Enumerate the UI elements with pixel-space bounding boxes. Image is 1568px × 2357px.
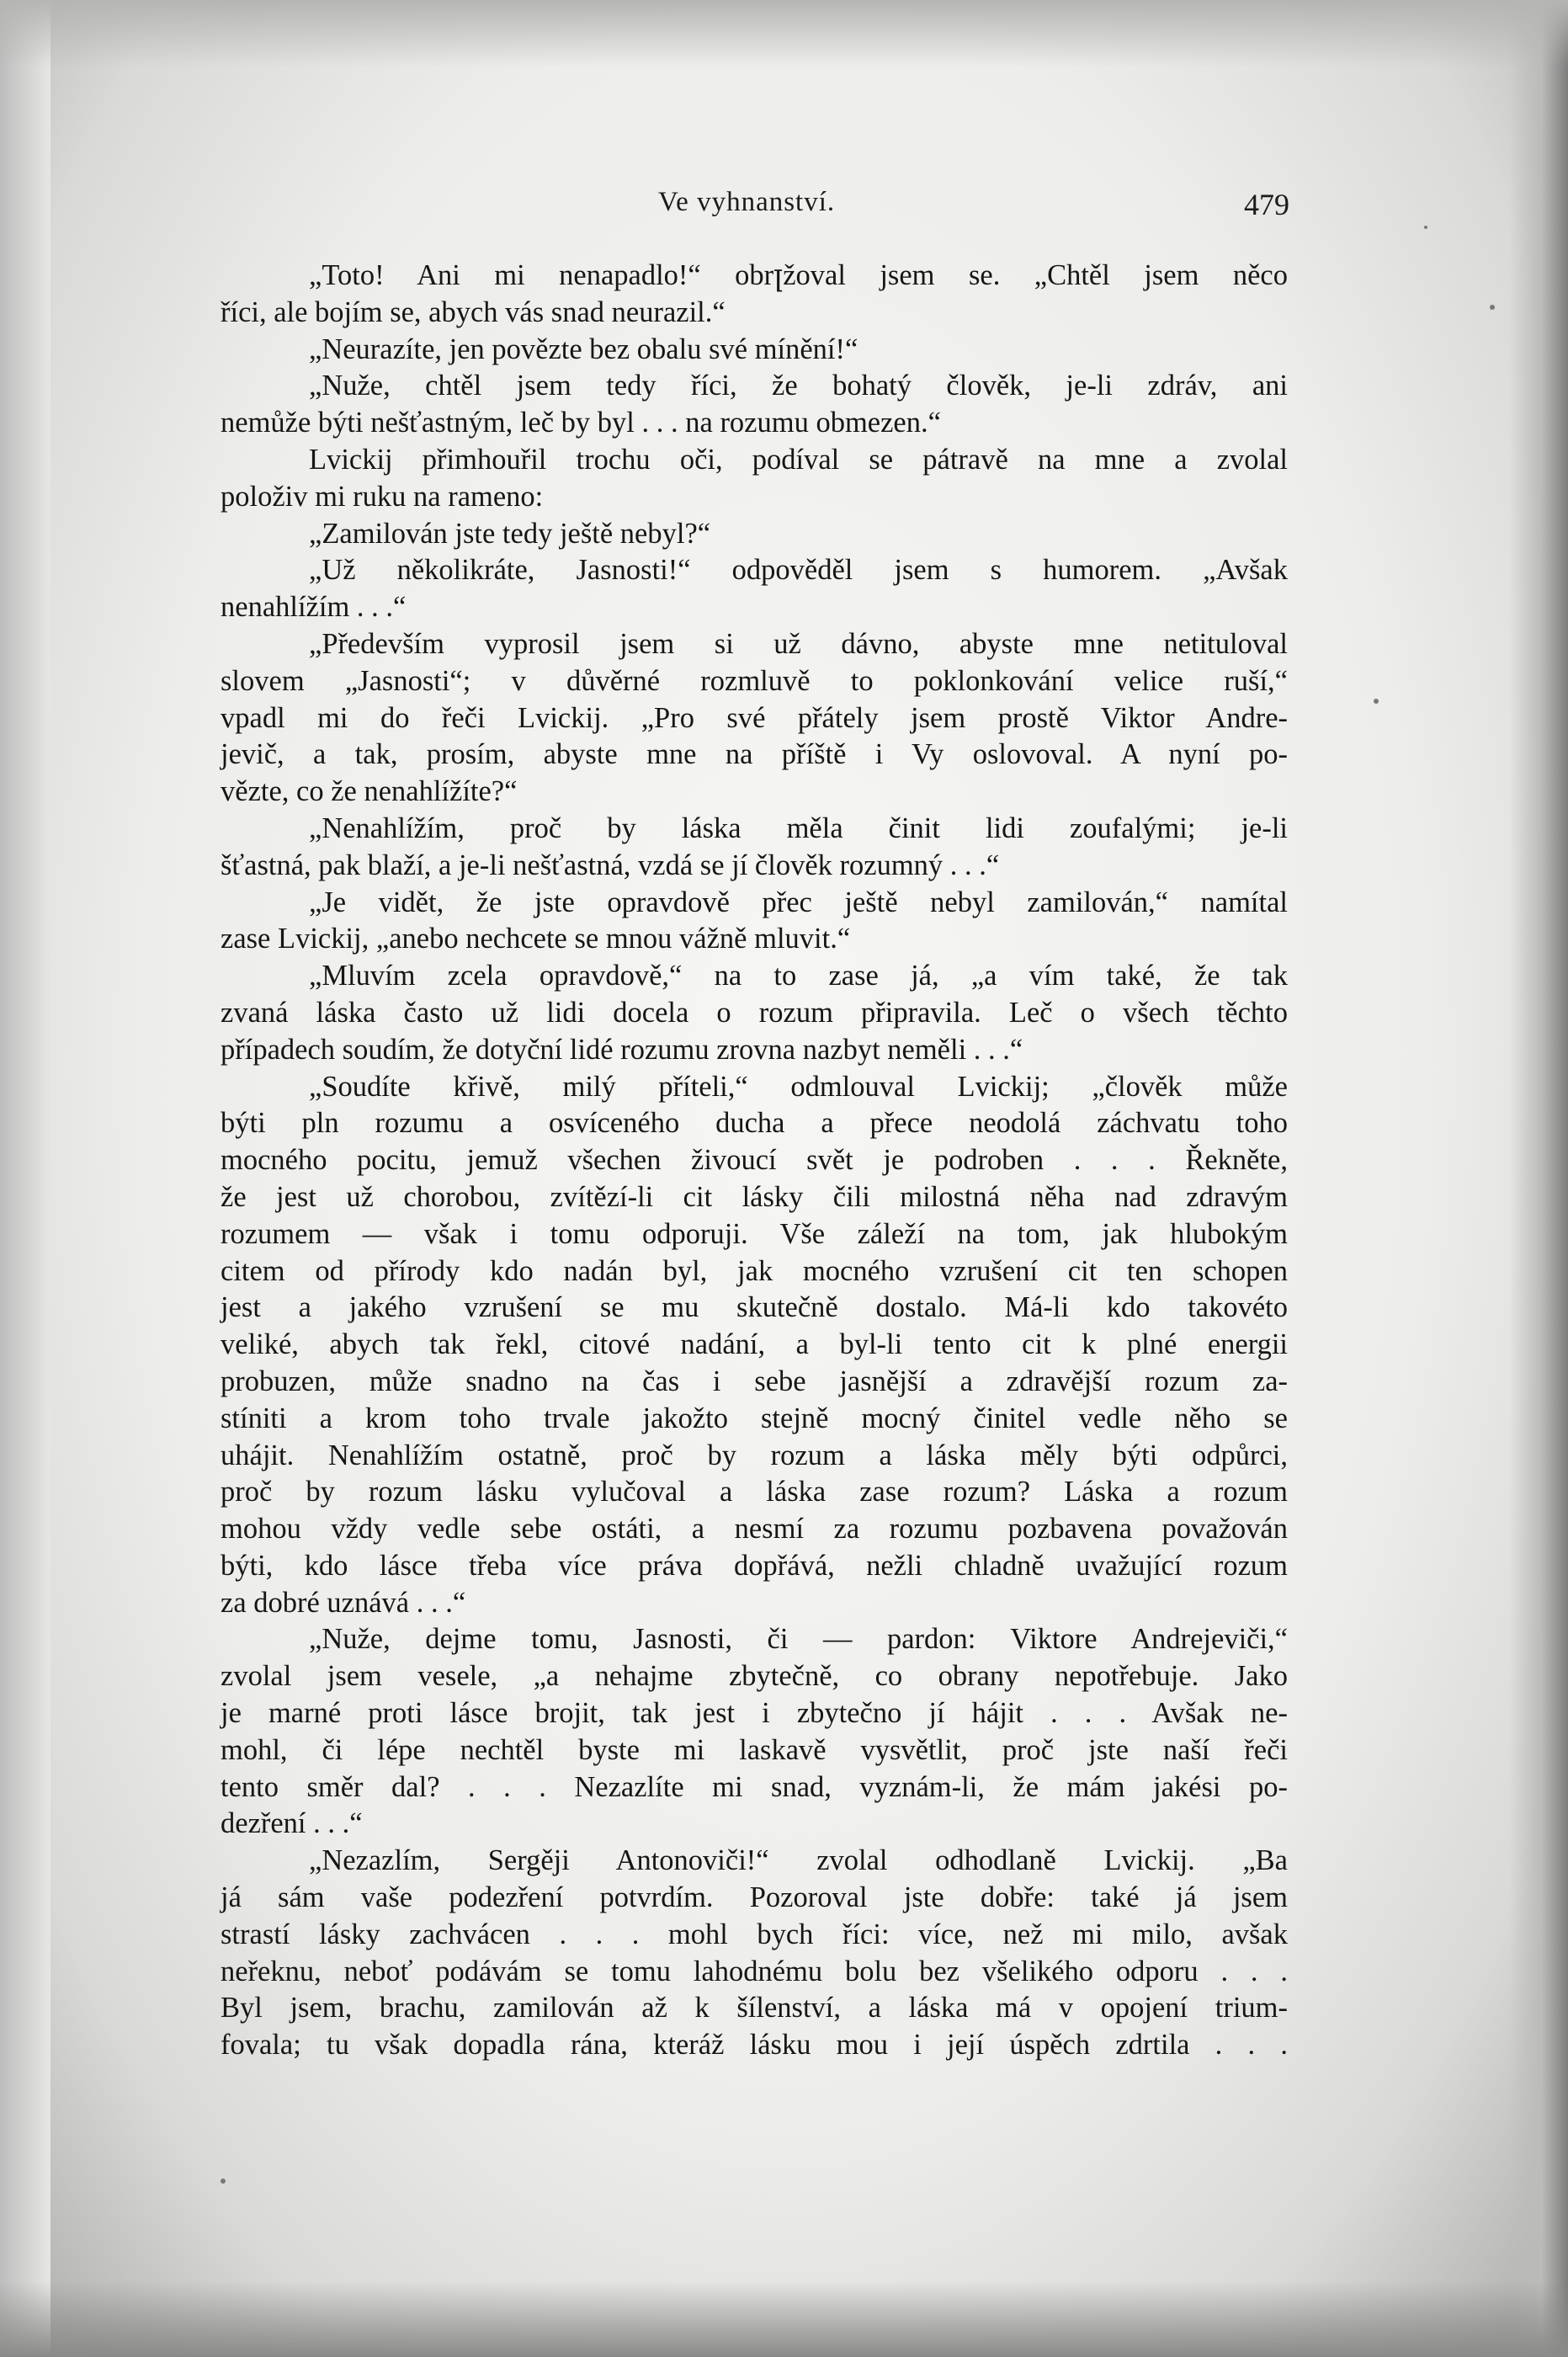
text-line: položiv mi ruku na rameno: (221, 480, 544, 513)
text-line: „Je vidět, že jste opravdově přec ještě nebyl zamilován,“ namítal (309, 886, 1288, 918)
text-line: zvaná láska často už lidi docela o rozum připravila. Leč o všech těchto (221, 996, 1288, 1029)
text-line: nemůže býti nešťastným, leč by byl . . . na rozumu obmezen.“ (221, 407, 941, 439)
text-line: veliké, abych tak řekl, citové nadání, a byl-li tento cit k plné energii (221, 1328, 1288, 1361)
text-line: strastí lásky zachvácen . . . mohl bych říci: více, než mi milo, avšak (221, 1918, 1288, 1950)
text-line: zvolal jsem vesele, „a nehajme zbytečně, co obrany nepotřebuje. Jako (221, 1660, 1288, 1693)
page-top-edge-shadow (0, 0, 1568, 67)
text-line: rozumem — však i tomu odporuji. Vše záleží na tom, jak hlubokým (221, 1217, 1288, 1250)
text-line: „Nenahlížím, proč by láska měla činit lidi zoufalými; je-li (309, 811, 1288, 844)
text-line: já sám vaše podezření potvrdím. Pozoroval jste dobře: také já jsem (221, 1881, 1288, 1914)
text-line: „Soudíte křivě, milý příteli,“ odmlouval Lvickij; „člověk může (309, 1070, 1288, 1103)
text-line: „Především vyprosil jsem si už dávno, abyste mne netituloval (309, 627, 1288, 660)
scan-speck (1374, 699, 1379, 704)
text-line: jest a jakého vzrušení se mu skutečně dostalo. Má-li kdo takovéto (221, 1291, 1288, 1324)
text-line: mohl, či lépe nechtěl byste mi laskavě vysvětlit, proč jste naší řeči (221, 1733, 1288, 1766)
text-line: případech soudím, že dotyční lidé rozumu zrovna nazbyt neměli . . .“ (221, 1033, 1023, 1066)
text-line: mocného pocitu, jemuž všechen živoucí svět je podroben . . . Řekněte, (221, 1144, 1288, 1177)
text-line: „Toto! Ani mi nenapadlo!“ obrꞁžoval jsem se. „Chtěl jsem něco (309, 259, 1288, 291)
text-line: za dobré uznává . . .“ (221, 1586, 466, 1619)
text-line: tento směr dal? . . . Nezazlíte mi snad, vyznám-li, že mám jakési po- (221, 1770, 1288, 1803)
page-right-edge-shadow (1509, 0, 1568, 2357)
text-line: dezření . . .“ (221, 1807, 363, 1840)
text-line: zase Lvickij, „anebo nechcete se mnou vážně mluvit.“ (221, 923, 851, 955)
text-line: Lvickij přimhouřil trochu oči, podíval se pátravě na mne a zvolal (309, 443, 1288, 476)
running-title: Ve vyhnanství. (658, 187, 836, 217)
text-line: vězte, co že nenahlížíte?“ (221, 775, 518, 808)
text-line: „Už několikráte, Jasnosti!“ odpověděl jsem s humorem. „Avšak (309, 554, 1288, 587)
text-line: uhájit. Nenahlížím ostatně, proč by rozum a láska měly býti odpůrci, (221, 1439, 1288, 1471)
text-line: stíniti a krom toho trvale jakožto stejně mocný činitel vedle něho se (221, 1402, 1288, 1434)
text-line: „Mluvím zcela opravdově,“ na to zase já, „a vím také, že tak (309, 960, 1288, 992)
page-number: 479 (1244, 188, 1289, 221)
text-line: proč by rozum lásku vylučoval a láska zase rozum? Láska a rozum (221, 1476, 1288, 1508)
text-line: „Nuže, chtěl jsem tedy říci, že bohatý člověk, je-li zdráv, ani (309, 370, 1288, 402)
text-line: neřeknu, neboť podávám se tomu lahodnému bolu bez všelikého odporu . . . (221, 1955, 1288, 1987)
text-line: říci, ale bojím se, abych vás snad neurazil.“ (221, 295, 726, 328)
text-line: citem od přírody kdo nadán byl, jak mocného vzrušení cit ten schopen (221, 1254, 1288, 1287)
body-text (221, 258, 1288, 2064)
text-line: vpadl mi do řeči Lvickij. „Pro své přátely jsem prostě Viktor Andre- (221, 701, 1288, 734)
text-line: Byl jsem, brachu, zamilován až k šílenství, a láska má v opojení trium- (221, 1992, 1288, 2024)
text-line: „Neurazíte, jen povězte bez obalu své mínění!“ (309, 333, 858, 365)
scan-speck (1424, 226, 1427, 229)
text-line: slovem „Jasnosti“; v důvěrné rozmluvě to poklonkování velice ruší,“ (221, 664, 1288, 697)
text-line: „Zamilován jste tedy ještě nebyl?“ (309, 517, 711, 550)
text-line: býti, kdo lásce třeba více práva dopřává, nežli chladně uvažující rozum (221, 1549, 1288, 1582)
text-line: fovala; tu však dopadla rána, kteráž lásku mou i její úspěch zdrtila . . . (221, 2029, 1288, 2062)
page-bottom-edge-shadow (0, 2281, 1568, 2357)
text-line: je marné proti lásce brojit, tak jest i zbytečno jí hájit . . . Avšak ne- (221, 1697, 1288, 1730)
page-left-margin-shadow (0, 0, 50, 2357)
page-header (221, 187, 1289, 231)
text-line: mohou vždy vedle sebe ostáti, a nesmí za rozumu pozbavena považován (221, 1513, 1288, 1546)
text-line: probuzen, může snadno na čas i sebe jasnější a zdravější rozum za- (221, 1365, 1288, 1397)
scan-speck (1490, 305, 1495, 310)
text-line: že jest už chorobou, zvítězí-li cit lásky čili milostná něha nad zdravým (221, 1180, 1288, 1213)
scan-speck (221, 2179, 226, 2184)
text-line: „Nezazlím, Sergěji Antonoviči!“ zvolal odhodlaně Lvickij. „Ba (309, 1844, 1288, 1877)
text-line: šťastná, pak blaží, a je-li nešťastná, vzdá se jí člověk rozumný . . .“ (221, 849, 1000, 881)
text-line: nenahlížím . . .“ (221, 591, 407, 624)
text-line: jevič, a tak, prosím, abyste mne na příště i Vy oslovoval. A nyní po- (221, 738, 1288, 771)
text-line: „Nuže, dejme tomu, Jasnosti, či — pardon: Viktore Andrejeviči,“ (309, 1623, 1288, 1656)
text-line: býti pln rozumu a osvíceného ducha a přece neodolá záchvatu toho (221, 1107, 1288, 1140)
